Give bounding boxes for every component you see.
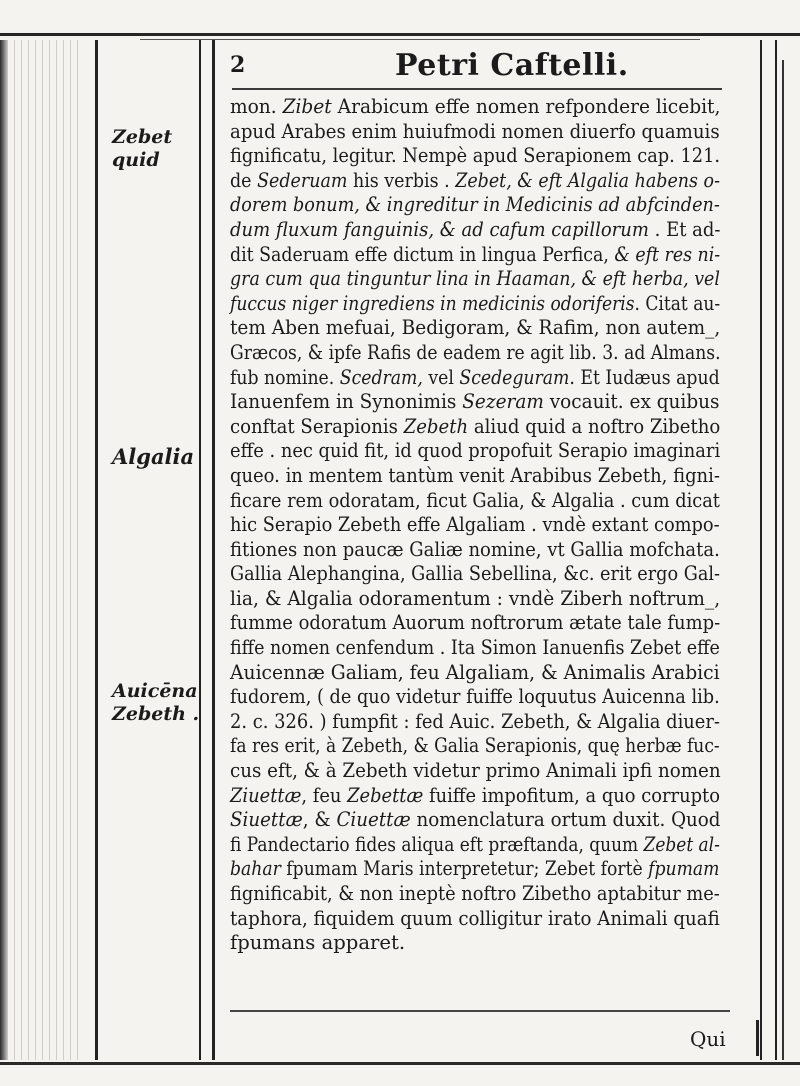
right-outer-rule (782, 60, 784, 1060)
text-line (230, 365, 720, 391)
text-line (230, 562, 720, 587)
text-run: fignificabit, & non ineptè noftro Zibetho aptabitur me- (230, 882, 720, 905)
text-run: hic Serapio Zebeth effe Algaliam . vndè extant compo- (230, 513, 720, 537)
body-text (230, 95, 730, 956)
text-line (230, 513, 720, 538)
text-run: fudorem, ( de quo videtur fuiffe loquutus Auicenna lib. (230, 685, 720, 709)
text-frame-left-rule (212, 40, 215, 1060)
italic-text-run: dorem bonum, & ingreditur in Medicinis ad abfcinden- (230, 193, 720, 217)
text-line (230, 709, 720, 735)
italic-text-run: & eft res ni- (614, 242, 721, 266)
text-line (230, 488, 720, 514)
text-run: aliud quid a noftro Zibetho (468, 414, 721, 438)
text-line (230, 168, 720, 194)
text-line (230, 217, 721, 243)
header-underline (232, 88, 722, 90)
text-run: his verbis . (347, 168, 456, 192)
italic-text-run: fuccus niger ingrediens in medicinis odoriferis (230, 291, 635, 315)
italic-text-run: Siuettæ (230, 808, 303, 832)
italic-text-run: Scedram, (339, 365, 423, 389)
bottom-border-rule (0, 1062, 800, 1065)
margin-note-line: Zebet (112, 126, 173, 148)
text-line (230, 95, 721, 120)
text-line (230, 316, 721, 341)
text-line (230, 390, 720, 415)
margin-note-line: Zebeth . (112, 703, 200, 725)
text-line (230, 242, 721, 268)
text-line (230, 439, 721, 464)
text-run: , feu (301, 783, 348, 807)
text-line (230, 463, 720, 489)
italic-text-run: Zebet, & eft Algalia habens o- (455, 168, 720, 192)
left-border-rule (95, 40, 98, 1060)
italic-text-run: Zebet al- (643, 832, 720, 856)
text-line (230, 759, 721, 784)
text-run: fub nomine. (230, 365, 340, 389)
italic-text-run: Ziuettæ (230, 783, 302, 807)
text-run: effe . nec quid fit, id quod propofuit Serapio imaginari (230, 439, 721, 463)
text-line (230, 660, 720, 686)
text-run: Arabicum effe nomen refpondere licebit, (331, 95, 721, 118)
margin-note-line: quid (112, 149, 160, 171)
text-line (230, 144, 721, 169)
text-line (230, 291, 721, 317)
text-run: fuiffe impofitum, a quo corrupto (423, 783, 720, 807)
text-run: fpumans apparet. (230, 931, 406, 955)
closing-bracket (756, 1020, 759, 1056)
italic-text-run: Ciuettæ (336, 808, 411, 832)
margin-note-line: Auicēna (112, 680, 198, 702)
text-run: apud Arabes enim huiufmodi nomen diuerfo quamuis (230, 119, 720, 143)
text-line (230, 267, 720, 292)
text-run: ficare rem odoratam, ficut Galia, & Algalia . cum dicat (230, 488, 720, 512)
text-line (230, 414, 721, 440)
top-inner-rule (140, 39, 700, 40)
text-run: dit Saderuam effe dictum in lingua Perfica, (230, 242, 615, 266)
text-run: Ianuenfem in Synonimis (230, 390, 463, 414)
text-line (230, 586, 721, 612)
text-line (230, 685, 720, 710)
text-line (230, 340, 721, 366)
text-run: Auicennæ Galiam, feu Algaliam, & Animalis Arabici (230, 660, 720, 684)
text-run: fitiones non paucæ Galiæ nomine, vt Gallia mofchata. (230, 537, 720, 561)
text-run: nomenclatura ortum duxit. Quod (410, 808, 721, 832)
text-end-rule (230, 1010, 730, 1012)
italic-text-run: Zebeth (403, 414, 469, 438)
text-line (230, 906, 720, 932)
text-line (230, 783, 720, 809)
text-run: vel (422, 365, 460, 389)
text-line (230, 119, 720, 145)
text-run: Gallia Alephangina, Gallia Sebellina, &c. erit ergo Gal- (230, 562, 720, 586)
italic-text-run: fpumam (648, 857, 720, 881)
italic-text-run: bahar (230, 857, 281, 881)
margin-column-rule (199, 40, 201, 1060)
text-frame-right-rule (760, 40, 762, 1060)
text-line (230, 193, 720, 218)
text-line (230, 832, 720, 858)
text-run: taphora, fiquidem quum colligitur irato Animali quafi (230, 906, 720, 930)
text-run: fa res erit, à Zebeth, & Galia Serapionis, quę herbæ fuc- (230, 734, 720, 758)
text-run: . Citat au- (634, 291, 721, 315)
text-run: fignificatu, legitur. Nempè apud Serapionem cap. 121. (230, 144, 721, 168)
text-run: cus eft, & à Zebeth videtur primo Animali ipfi nomen (230, 759, 721, 783)
page-number: 2 (230, 52, 246, 78)
margin-note-algalia: Algalia (112, 444, 195, 469)
text-run: tem Aben mefuai, Bedigoram, & Rafim, non autem_, (230, 316, 721, 340)
text-line (230, 636, 720, 661)
page-gutter-shadow (0, 40, 8, 1060)
text-line (230, 734, 720, 759)
text-run: Græcos, & ipfe Rafis de eadem re agit lib. 3. ad Almans. (230, 340, 721, 364)
text-run: conftat Serapionis (230, 414, 404, 438)
text-run: 2. c. 326. ) fumpfit : fed Auic. Zebeth, & Algalia diuer- (230, 709, 720, 733)
text-line (230, 882, 720, 907)
right-border-rule (775, 40, 777, 1060)
italic-text-run: Sederuam (257, 168, 348, 192)
margin-note-zebet (112, 126, 172, 172)
text-line (230, 931, 730, 956)
running-head: Petri Caftelli. (395, 48, 629, 83)
text-line (230, 611, 721, 636)
text-run: fumme odoratum Auorum noftrorum ætate tale fump- (230, 611, 721, 635)
previous-page-edge (14, 40, 84, 1060)
italic-text-run: Scedeguram (459, 365, 570, 389)
italic-text-run: gra cum qua tinguntur lina in Haaman, & eft herba, vel (230, 267, 720, 291)
text-run: fpumam Maris interpretetur; Zebet fortè (280, 857, 649, 881)
text-run: , & (302, 808, 337, 832)
text-line (230, 857, 720, 882)
italic-text-run: Sezeram (462, 390, 544, 414)
text-run: mon. (230, 95, 283, 118)
text-run: . Et ad- (648, 217, 721, 241)
text-run: lia, & Algalia odoramentum : vndè Ziberh noftrum_, (230, 586, 721, 610)
catchword: Qui (690, 1027, 726, 1051)
text-run: fiffe nomen cenfendum . Ita Simon Ianuenfis Zebet effe (230, 636, 720, 660)
italic-text-run: Zibet (282, 95, 332, 118)
italic-text-run: dum fluxum fanguinis, & ad cafum capillorum (230, 217, 649, 241)
text-run: queo. in mentem tantùm venit Arabibus Zebeth, figni- (230, 463, 720, 487)
text-line (230, 808, 721, 833)
italic-text-run: Zebettæ (347, 783, 424, 807)
margin-note-avicenna (112, 680, 199, 726)
text-run: vocauit. ex quibus (543, 390, 720, 414)
top-border-rule (0, 33, 800, 36)
text-run: fi Pandectario fides aliqua eft præftanda, quum (230, 832, 644, 856)
text-run: de (230, 168, 258, 192)
text-run: . Et Iudæus apud (569, 365, 720, 389)
text-line (230, 537, 720, 563)
